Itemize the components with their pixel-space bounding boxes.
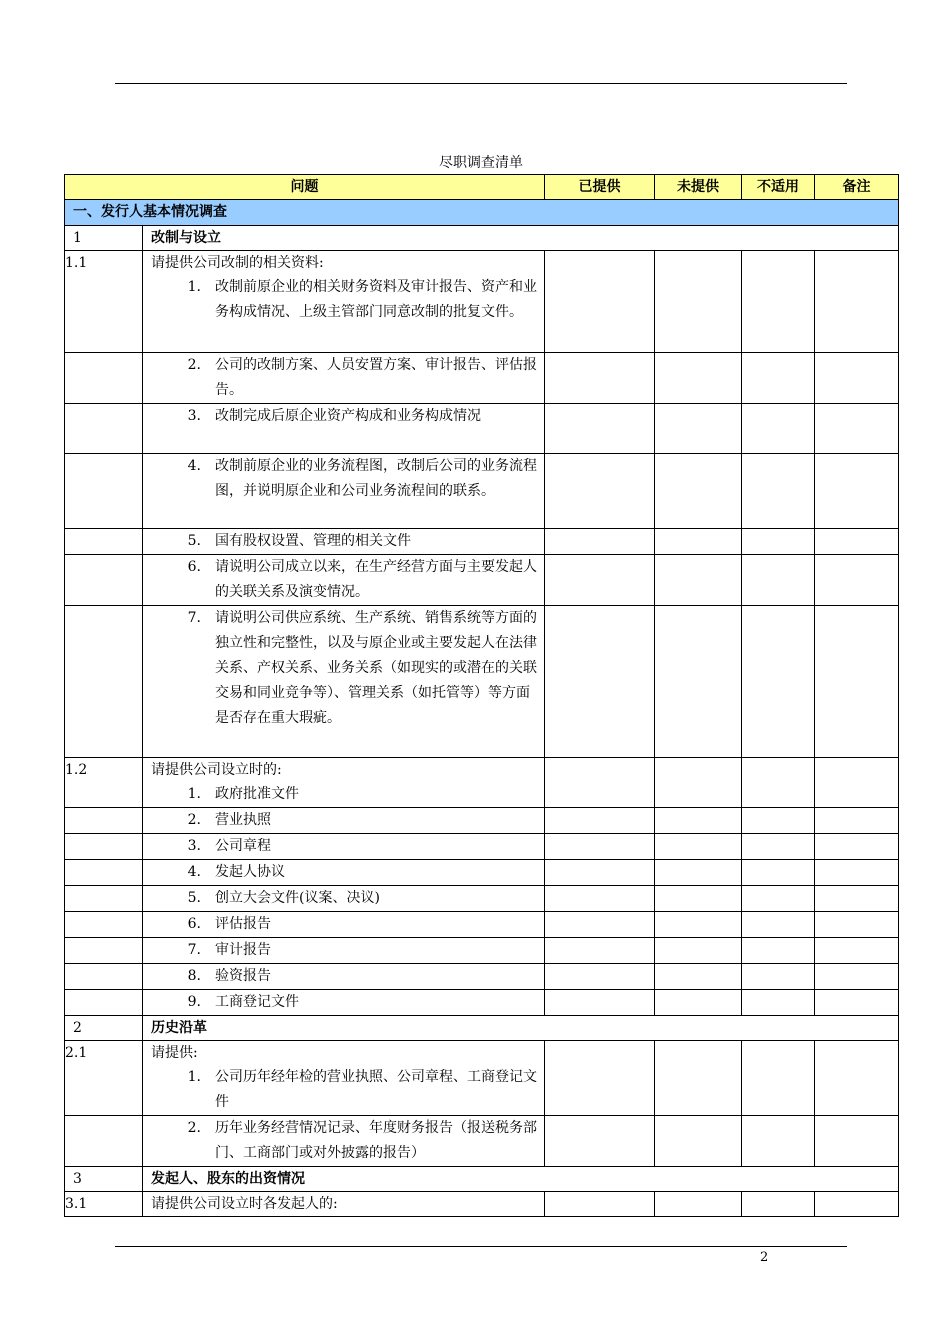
table-row	[65, 990, 899, 1016]
not-provided-cell[interactable]	[655, 860, 742, 886]
not-applicable-cell[interactable]	[742, 938, 815, 964]
remarks-cell[interactable]	[815, 964, 899, 990]
section-number: 1	[65, 226, 143, 251]
not-provided-cell[interactable]	[655, 555, 742, 606]
provided-cell[interactable]	[545, 606, 655, 758]
list-item: 4. 发起人协议	[187, 864, 285, 880]
not-provided-cell[interactable]	[655, 404, 742, 454]
table-row	[65, 529, 899, 555]
not-provided-cell[interactable]	[655, 454, 742, 529]
table-row	[65, 860, 899, 886]
provided-cell[interactable]	[545, 529, 655, 555]
section-title: 改制与设立	[151, 230, 221, 246]
not-provided-cell[interactable]	[655, 251, 742, 353]
provided-cell[interactable]	[545, 886, 655, 912]
provided-cell[interactable]	[545, 938, 655, 964]
remarks-cell[interactable]	[815, 886, 899, 912]
not-provided-cell[interactable]	[655, 758, 742, 808]
not-applicable-cell[interactable]	[742, 834, 815, 860]
list-item: 9. 工商登记文件	[187, 994, 299, 1010]
provided-cell[interactable]	[545, 1041, 655, 1116]
list-item: 3. 公司章程	[187, 838, 271, 854]
not-provided-cell[interactable]	[655, 1116, 742, 1167]
question-intro: 请提供公司改制的相关资料:	[151, 255, 324, 271]
not-applicable-cell[interactable]	[742, 758, 815, 808]
table-row	[65, 404, 899, 454]
table-row	[65, 758, 899, 808]
list-item: 4. 改制前原企业的业务流程图，改制后公司的业务流程图，并说明原企业和公司业务流程间的联系。	[187, 458, 537, 499]
footer-rule	[115, 1246, 847, 1247]
provided-cell[interactable]	[545, 808, 655, 834]
table-row	[65, 834, 899, 860]
table-row	[65, 1116, 899, 1167]
question-intro: 请提供:	[151, 1045, 198, 1061]
category-title: 一、发行人基本情况调查	[65, 200, 899, 226]
table-row	[65, 808, 899, 834]
header-rule	[115, 83, 847, 84]
not-applicable-cell[interactable]	[742, 1041, 815, 1116]
remarks-cell[interactable]	[815, 529, 899, 555]
table-row	[65, 353, 899, 404]
item-number: 1.1	[65, 251, 143, 353]
remarks-cell[interactable]	[815, 1192, 899, 1217]
list-item: 1. 改制前原企业的相关财务资料及审计报告、资产和业务构成情况、上级主管部门同意改制的批复文件。	[187, 279, 537, 320]
provided-cell[interactable]	[545, 1192, 655, 1217]
remarks-cell[interactable]	[815, 912, 899, 938]
table-row	[65, 606, 899, 758]
header-not-applicable: 不适用	[742, 175, 815, 200]
provided-cell[interactable]	[545, 353, 655, 404]
provided-cell[interactable]	[545, 758, 655, 808]
remarks-cell[interactable]	[815, 251, 899, 353]
not-applicable-cell[interactable]	[742, 808, 815, 834]
header-provided: 已提供	[545, 175, 655, 200]
item-number: 3.1	[65, 1192, 143, 1217]
provided-cell[interactable]	[545, 912, 655, 938]
not-applicable-cell[interactable]	[742, 912, 815, 938]
table-row	[65, 251, 899, 353]
not-applicable-cell[interactable]	[742, 606, 815, 758]
remarks-cell[interactable]	[815, 808, 899, 834]
not-provided-cell[interactable]	[655, 964, 742, 990]
question-intro: 请提供公司设立时各发起人的:	[151, 1196, 338, 1212]
remarks-cell[interactable]	[815, 555, 899, 606]
list-item: 6. 评估报告	[187, 916, 271, 932]
item-number: 1.2	[65, 758, 143, 808]
not-provided-cell[interactable]	[655, 353, 742, 404]
not-provided-cell[interactable]	[655, 938, 742, 964]
table-row	[65, 454, 899, 529]
header-remarks: 备注	[815, 175, 899, 200]
list-item: 5. 创立大会文件(议案、决议)	[187, 890, 380, 906]
not-applicable-cell[interactable]	[742, 353, 815, 404]
section-title: 历史沿革	[151, 1020, 207, 1036]
not-provided-cell[interactable]	[655, 1192, 742, 1217]
remarks-cell[interactable]	[815, 938, 899, 964]
not-applicable-cell[interactable]	[742, 1116, 815, 1167]
remarks-cell[interactable]	[815, 860, 899, 886]
not-applicable-cell[interactable]	[742, 529, 815, 555]
table-row	[65, 964, 899, 990]
table-row	[65, 555, 899, 606]
list-item: 8. 验资报告	[187, 968, 271, 984]
section-number: 3	[65, 1167, 143, 1192]
table-row	[65, 1041, 899, 1116]
provided-cell[interactable]	[545, 964, 655, 990]
list-item: 3. 改制完成后原企业资产构成和业务构成情况	[187, 408, 481, 424]
provided-cell[interactable]	[545, 860, 655, 886]
section-row	[65, 1167, 899, 1192]
not-applicable-cell[interactable]	[742, 964, 815, 990]
list-item: 2. 历年业务经营情况记录、年度财务报告（报送税务部门、工商部门或对外披露的报告）	[187, 1120, 537, 1161]
item-number: 2.1	[65, 1041, 143, 1116]
section-row	[65, 1016, 899, 1041]
section-row	[65, 226, 899, 251]
not-applicable-cell[interactable]	[742, 860, 815, 886]
document-title: 尽职调查清单	[439, 155, 523, 171]
list-item: 2. 公司的改制方案、人员安置方案、审计报告、评估报告。	[187, 357, 537, 398]
not-provided-cell[interactable]	[655, 990, 742, 1016]
not-provided-cell[interactable]	[655, 912, 742, 938]
page-number: 2	[760, 1250, 769, 1265]
not-applicable-cell[interactable]	[742, 990, 815, 1016]
remarks-cell[interactable]	[815, 404, 899, 454]
not-provided-cell[interactable]	[655, 606, 742, 758]
not-applicable-cell[interactable]	[742, 886, 815, 912]
provided-cell[interactable]	[545, 990, 655, 1016]
remarks-cell[interactable]	[815, 606, 899, 758]
list-item: 5. 国有股权设置、管理的相关文件	[187, 533, 411, 549]
not-applicable-cell[interactable]	[742, 555, 815, 606]
not-applicable-cell[interactable]	[742, 404, 815, 454]
provided-cell[interactable]	[545, 454, 655, 529]
provided-cell[interactable]	[545, 404, 655, 454]
remarks-cell[interactable]	[815, 454, 899, 529]
not-provided-cell[interactable]	[655, 1041, 742, 1116]
provided-cell[interactable]	[545, 834, 655, 860]
list-item: 7. 请说明公司供应系统、生产系统、销售系统等方面的独立性和完整性，以及与原企业或主要发起人在法律关系、产权关系、业务关系（如现实的或潜在的关联交易和同业竞争等）、管理关系（如托管等）等方面是否存在重大瑕疵。	[187, 610, 537, 726]
provided-cell[interactable]	[545, 555, 655, 606]
not-provided-cell[interactable]	[655, 834, 742, 860]
not-applicable-cell[interactable]	[742, 251, 815, 353]
section-title: 发起人、股东的出资情况	[151, 1171, 305, 1187]
table-row	[65, 886, 899, 912]
provided-cell[interactable]	[545, 251, 655, 353]
list-item: 1. 公司历年经年检的营业执照、公司章程、工商登记文件	[187, 1069, 537, 1110]
question-intro: 请提供公司设立时的:	[151, 762, 282, 778]
table-row	[65, 1192, 899, 1217]
not-applicable-cell[interactable]	[742, 454, 815, 529]
not-provided-cell[interactable]	[655, 808, 742, 834]
header-question: 问题	[65, 175, 545, 200]
provided-cell[interactable]	[545, 1116, 655, 1167]
list-item: 6. 请说明公司成立以来，在生产经营方面与主要发起人的关联关系及演变情况。	[187, 559, 537, 600]
table-row	[65, 938, 899, 964]
remarks-cell[interactable]	[815, 834, 899, 860]
remarks-cell[interactable]	[815, 758, 899, 808]
header-not-provided: 未提供	[655, 175, 742, 200]
remarks-cell[interactable]	[815, 1116, 899, 1167]
table-header-row	[65, 175, 899, 200]
due-diligence-table	[64, 174, 899, 1217]
category-row	[65, 200, 899, 226]
remarks-cell[interactable]	[815, 353, 899, 404]
list-item: 2. 营业执照	[187, 812, 271, 828]
not-provided-cell[interactable]	[655, 886, 742, 912]
list-item: 1. 政府批准文件	[187, 786, 299, 802]
list-item: 7. 审计报告	[187, 942, 271, 958]
section-number: 2	[65, 1016, 143, 1041]
not-provided-cell[interactable]	[655, 529, 742, 555]
remarks-cell[interactable]	[815, 1041, 899, 1116]
table-row	[65, 912, 899, 938]
remarks-cell[interactable]	[815, 990, 899, 1016]
not-applicable-cell[interactable]	[742, 1192, 815, 1217]
